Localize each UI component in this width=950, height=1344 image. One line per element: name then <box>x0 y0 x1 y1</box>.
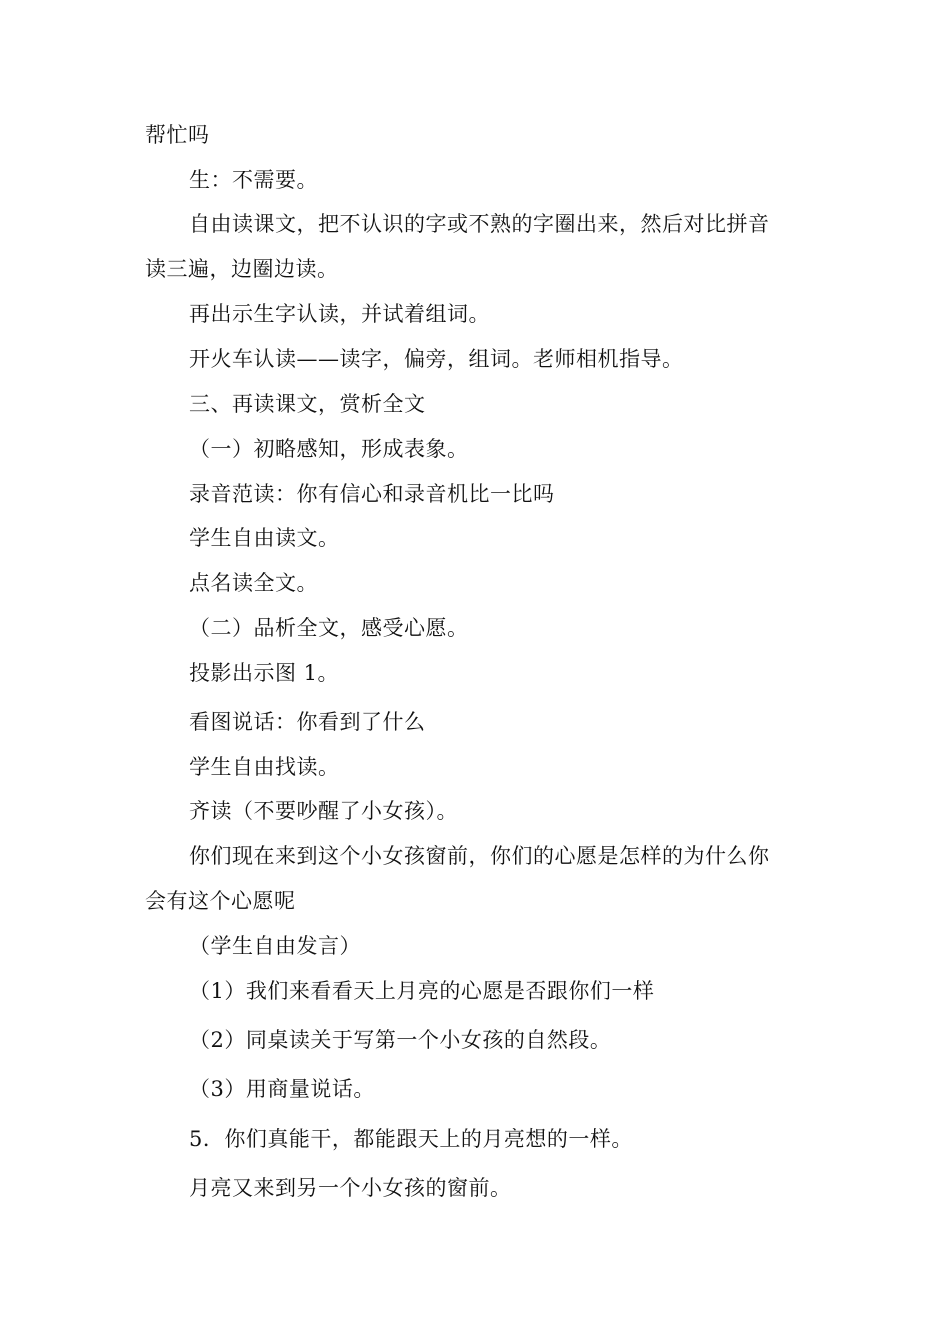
text-line: （学生自由发言） <box>189 934 361 958</box>
text-line: 生：不需要。 <box>189 168 318 192</box>
text-line: 自由读课文，把不认识的字或不熟的字圈出来，然后对比拼音 <box>189 212 770 236</box>
subsection-heading: （二）品析全文，感受心愿。 <box>189 616 469 640</box>
list-item: （2）同桌读关于写第一个小女孩的自然段。 <box>189 1028 612 1052</box>
list-item: （3）用商量说话。 <box>189 1077 375 1101</box>
text-line: 学生自由读文。 <box>189 526 340 550</box>
subsection-heading: （一）初略感知，形成表象。 <box>189 437 469 461</box>
text-line: 录音范读：你有信心和录音机比一比吗 <box>189 482 555 506</box>
text-line: 看图说话：你看到了什么 <box>189 710 426 734</box>
list-item: （1）我们来看看天上月亮的心愿是否跟你们一样 <box>189 979 655 1003</box>
text-line: 你们现在来到这个小女孩窗前，你们的心愿是怎样的为什么你 <box>189 844 770 868</box>
text-line: 再出示生字认读，并试着组词。 <box>189 302 490 326</box>
text-line: 学生自由找读。 <box>189 755 340 779</box>
text-line: 5．你们真能干，都能跟天上的月亮想的一样。 <box>189 1127 633 1151</box>
text-line: 读三遍，边圈边读。 <box>145 257 339 281</box>
text-line: 开火车认读——读字，偏旁，组词。老师相机指导。 <box>189 347 684 371</box>
text-line: 帮忙吗 <box>145 123 210 147</box>
text-line: 点名读全文。 <box>189 571 318 595</box>
text-line: 月亮又来到另一个小女孩的窗前。 <box>189 1176 512 1200</box>
text-line: 会有这个心愿呢 <box>145 889 296 913</box>
text-line: 齐读（不要吵醒了小女孩）。 <box>189 799 458 823</box>
text-line: 投影出示图 1。 <box>189 661 340 685</box>
section-heading: 三、再读课文，赏析全文 <box>189 392 426 416</box>
